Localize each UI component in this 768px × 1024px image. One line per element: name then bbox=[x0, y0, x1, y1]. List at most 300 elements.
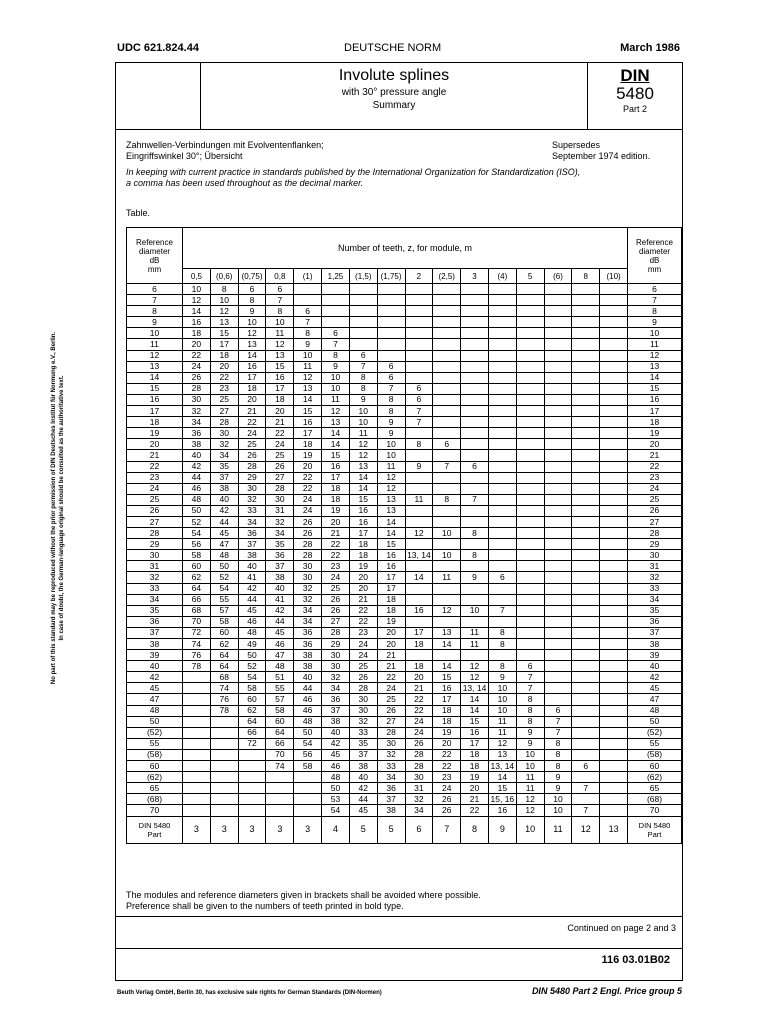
table-row bbox=[127, 705, 682, 716]
table-row bbox=[127, 306, 682, 317]
teeth-cell bbox=[544, 616, 572, 627]
teeth-cell: 35 bbox=[266, 539, 294, 550]
ref-diameter-cell: 26 bbox=[628, 505, 682, 516]
teeth-cell: 38 bbox=[266, 572, 294, 583]
teeth-cell: 24 bbox=[405, 727, 433, 738]
teeth-cell: 7 bbox=[377, 383, 405, 394]
ref-diameter-cell: 18 bbox=[628, 417, 682, 428]
teeth-cell: 14 bbox=[238, 350, 266, 361]
table-row bbox=[127, 805, 682, 816]
ref-diameter-cell: 37 bbox=[628, 627, 682, 638]
teeth-cell: 17 bbox=[322, 472, 350, 483]
teeth-cell: 19 bbox=[461, 772, 489, 783]
teeth-cell bbox=[544, 572, 572, 583]
teeth-cell: 66 bbox=[183, 594, 211, 605]
teeth-cell: 24 bbox=[349, 650, 377, 661]
teeth-cell: 62 bbox=[238, 705, 266, 716]
teeth-cell: 50 bbox=[322, 783, 350, 794]
teeth-cell bbox=[461, 372, 489, 383]
teeth-cell: 22 bbox=[183, 350, 211, 361]
teeth-cell bbox=[433, 417, 461, 428]
teeth-cell bbox=[572, 516, 600, 527]
teeth-cell: 25 bbox=[377, 694, 405, 705]
ref-diameter-cell: 39 bbox=[127, 650, 183, 661]
teeth-cell: 9 bbox=[516, 738, 544, 749]
teeth-cell: 32 bbox=[183, 406, 211, 417]
teeth-cell bbox=[238, 772, 266, 783]
teeth-cell: 48 bbox=[238, 627, 266, 638]
document-code: 116 03.01B02 bbox=[601, 954, 670, 966]
teeth-cell bbox=[405, 505, 433, 516]
teeth-cell: 54 bbox=[183, 528, 211, 539]
teeth-cell: 55 bbox=[210, 594, 238, 605]
teeth-cell bbox=[461, 439, 489, 450]
teeth-cell bbox=[183, 716, 211, 727]
teeth-cell bbox=[544, 483, 572, 494]
teeth-cell bbox=[488, 616, 516, 627]
teeth-cell bbox=[377, 339, 405, 350]
teeth-cell: 17 bbox=[349, 528, 377, 539]
teeth-cell bbox=[488, 594, 516, 605]
teeth-cell: 7 bbox=[461, 494, 489, 505]
module-header-0: 0,5 bbox=[183, 269, 211, 284]
teeth-cell: 10 bbox=[377, 439, 405, 450]
teeth-cell bbox=[572, 528, 600, 539]
teeth-cell bbox=[405, 328, 433, 339]
module-header-7: (1,75) bbox=[377, 269, 405, 284]
teeth-cell bbox=[488, 539, 516, 550]
teeth-cell: 8 bbox=[544, 738, 572, 749]
table-row bbox=[127, 561, 682, 572]
ref-diameter-cell: 25 bbox=[628, 494, 682, 505]
teeth-cell bbox=[488, 350, 516, 361]
teeth-cell bbox=[322, 295, 350, 306]
table-row bbox=[127, 461, 682, 472]
teeth-cell: 50 bbox=[294, 727, 322, 738]
teeth-cell: 10 bbox=[461, 605, 489, 616]
teeth-cell: 16 bbox=[266, 372, 294, 383]
ref-diameter-cell: 30 bbox=[127, 550, 183, 561]
teeth-cell bbox=[433, 594, 461, 605]
teeth-cell: 25 bbox=[238, 439, 266, 450]
teeth-cell bbox=[572, 727, 600, 738]
teeth-cell bbox=[461, 616, 489, 627]
udc-code: UDC 621.824.44 bbox=[117, 42, 199, 54]
publisher-note: Beuth Verlag GmbH, Berlin 30, has exclusive sale rights for German Standards (DIN-Normen) bbox=[117, 990, 382, 996]
teeth-cell: 66 bbox=[238, 727, 266, 738]
teeth-cell: 22 bbox=[238, 417, 266, 428]
table-row bbox=[127, 727, 682, 738]
table-row bbox=[127, 494, 682, 505]
teeth-cell bbox=[433, 539, 461, 550]
teeth-cell bbox=[572, 450, 600, 461]
teeth-cell: 28 bbox=[238, 461, 266, 472]
teeth-cell bbox=[210, 772, 238, 783]
teeth-cell bbox=[572, 284, 600, 295]
teeth-cell bbox=[405, 516, 433, 527]
teeth-cell: 48 bbox=[210, 550, 238, 561]
teeth-cell bbox=[516, 461, 544, 472]
teeth-cell: 10 bbox=[349, 417, 377, 428]
teeth-cell: 34 bbox=[294, 605, 322, 616]
teeth-cell: 24 bbox=[294, 494, 322, 505]
teeth-cell: 22 bbox=[349, 616, 377, 627]
ref-diameter-cell: 16 bbox=[127, 394, 183, 405]
ref-diameter-cell: 70 bbox=[628, 805, 682, 816]
teeth-cell: 13, 14 bbox=[488, 761, 516, 772]
teeth-cell: 34 bbox=[183, 417, 211, 428]
teeth-cell bbox=[516, 306, 544, 317]
table-row bbox=[127, 794, 682, 805]
ref-diameter-cell: 32 bbox=[127, 572, 183, 583]
teeth-cell: 38 bbox=[183, 439, 211, 450]
teeth-cell bbox=[461, 561, 489, 572]
teeth-cell: 11 bbox=[488, 716, 516, 727]
teeth-cell: 22 bbox=[405, 694, 433, 705]
teeth-cell: 28 bbox=[266, 483, 294, 494]
teeth-cell bbox=[488, 328, 516, 339]
teeth-cell bbox=[572, 439, 600, 450]
teeth-cell bbox=[516, 561, 544, 572]
teeth-cell bbox=[544, 561, 572, 572]
teeth-cell: 18 bbox=[266, 394, 294, 405]
table-row bbox=[127, 627, 682, 638]
teeth-cell: 27 bbox=[377, 716, 405, 727]
teeth-cell bbox=[461, 317, 489, 328]
table-row bbox=[127, 583, 682, 594]
teeth-cell bbox=[600, 605, 628, 616]
ref-diameter-cell: 35 bbox=[628, 605, 682, 616]
teeth-cell bbox=[488, 439, 516, 450]
teeth-cell: 64 bbox=[210, 661, 238, 672]
table-row bbox=[127, 361, 682, 372]
teeth-cell: 36 bbox=[377, 783, 405, 794]
teeth-cell bbox=[488, 317, 516, 328]
teeth-cell: 37 bbox=[349, 749, 377, 760]
teeth-cell bbox=[572, 428, 600, 439]
teeth-cell: 12 bbox=[516, 794, 544, 805]
ref-diameter-cell: 47 bbox=[127, 694, 183, 705]
teeth-cell bbox=[210, 716, 238, 727]
title-box bbox=[116, 63, 682, 130]
table-row bbox=[127, 394, 682, 405]
teeth-cell bbox=[600, 372, 628, 383]
teeth-cell bbox=[210, 738, 238, 749]
teeth-cell: 27 bbox=[210, 406, 238, 417]
ref-diameter-cell: 35 bbox=[127, 605, 183, 616]
teeth-cell: 38 bbox=[210, 483, 238, 494]
teeth-cell bbox=[405, 472, 433, 483]
teeth-cell: 11 bbox=[516, 772, 544, 783]
teeth-cell: 14 bbox=[322, 428, 350, 439]
teeth-cell bbox=[405, 361, 433, 372]
teeth-cell bbox=[572, 749, 600, 760]
table-row bbox=[127, 406, 682, 417]
teeth-cell bbox=[572, 539, 600, 550]
teeth-cell bbox=[572, 650, 600, 661]
ref-diameter-cell: 60 bbox=[628, 761, 682, 772]
teeth-cell: 24 bbox=[377, 683, 405, 694]
teeth-cell bbox=[405, 295, 433, 306]
teeth-cell: 20 bbox=[322, 516, 350, 527]
teeth-cell bbox=[461, 539, 489, 550]
teeth-cell: 7 bbox=[266, 295, 294, 306]
teeth-cell: 32 bbox=[238, 494, 266, 505]
teeth-cell: 21 bbox=[266, 417, 294, 428]
teeth-cell bbox=[433, 472, 461, 483]
ref-diameter-cell: 55 bbox=[628, 738, 682, 749]
teeth-cell: 30 bbox=[238, 483, 266, 494]
teeth-cell bbox=[544, 627, 572, 638]
teeth-cell: 8 bbox=[377, 394, 405, 405]
teeth-cell: 11 bbox=[461, 639, 489, 650]
teeth-cell bbox=[572, 295, 600, 306]
teeth-cell: 9 bbox=[349, 394, 377, 405]
teeth-cell: 44 bbox=[294, 683, 322, 694]
teeth-cell: 46 bbox=[183, 483, 211, 494]
teeth-cell: 44 bbox=[266, 616, 294, 627]
teeth-cell: 38 bbox=[377, 805, 405, 816]
teeth-cell: 26 bbox=[322, 594, 350, 605]
ref-diameter-cell: 24 bbox=[628, 483, 682, 494]
teeth-cell: 20 bbox=[461, 783, 489, 794]
teeth-cell bbox=[600, 350, 628, 361]
teeth-cell bbox=[600, 472, 628, 483]
teeth-cell bbox=[405, 428, 433, 439]
teeth-cell: 60 bbox=[210, 627, 238, 638]
teeth-cell: 6 bbox=[516, 661, 544, 672]
ref-diameter-cell: 27 bbox=[127, 516, 183, 527]
teeth-cell: 9 bbox=[377, 428, 405, 439]
ref-diameter-cell: 31 bbox=[127, 561, 183, 572]
teeth-cell bbox=[544, 694, 572, 705]
teeth-cell: 76 bbox=[210, 694, 238, 705]
module-header-6: (1,5) bbox=[349, 269, 377, 284]
teeth-cell: 8 bbox=[433, 494, 461, 505]
teeth-cell: 7 bbox=[572, 783, 600, 794]
table-row bbox=[127, 761, 682, 772]
teeth-cell: 40 bbox=[210, 494, 238, 505]
din-part-cell: 13 bbox=[600, 816, 628, 843]
teeth-cell: 26 bbox=[183, 372, 211, 383]
teeth-cell: 10 bbox=[377, 450, 405, 461]
teeth-cell bbox=[600, 694, 628, 705]
ref-diameter-cell: 34 bbox=[127, 594, 183, 605]
teeth-cell: 32 bbox=[266, 516, 294, 527]
teeth-cell: 21 bbox=[322, 528, 350, 539]
teeth-cell bbox=[572, 616, 600, 627]
teeth-cell bbox=[266, 794, 294, 805]
teeth-cell: 37 bbox=[238, 539, 266, 550]
din-part-cell: 3 bbox=[238, 816, 266, 843]
teeth-cell: 10 bbox=[266, 317, 294, 328]
ref-diameter-cell: 7 bbox=[127, 295, 183, 306]
teeth-cell: 56 bbox=[294, 749, 322, 760]
teeth-cell bbox=[544, 439, 572, 450]
teeth-cell bbox=[600, 561, 628, 572]
teeth-cell: 7 bbox=[405, 417, 433, 428]
teeth-cell: 7 bbox=[516, 683, 544, 694]
teeth-cell: 55 bbox=[266, 683, 294, 694]
teeth-cell bbox=[461, 406, 489, 417]
table-row bbox=[127, 616, 682, 627]
teeth-cell bbox=[516, 428, 544, 439]
teeth-cell bbox=[433, 306, 461, 317]
teeth-cell: 40 bbox=[266, 583, 294, 594]
teeth-cell: 10 bbox=[433, 528, 461, 539]
teeth-cell bbox=[183, 761, 211, 772]
teeth-cell: 10 bbox=[183, 284, 211, 295]
teeth-cell bbox=[516, 417, 544, 428]
teeth-cell: 14 bbox=[433, 639, 461, 650]
teeth-cell: 14 bbox=[377, 516, 405, 527]
norm-label: DEUTSCHE NORM bbox=[344, 42, 442, 54]
teeth-cell: 42 bbox=[266, 605, 294, 616]
ref-diameter-cell: 45 bbox=[628, 683, 682, 694]
teeth-cell: 40 bbox=[349, 772, 377, 783]
ref-diameter-cell: 45 bbox=[127, 683, 183, 694]
teeth-cell: 50 bbox=[183, 505, 211, 516]
teeth-cell bbox=[600, 539, 628, 550]
teeth-cell: 11 bbox=[266, 328, 294, 339]
teeth-cell bbox=[572, 306, 600, 317]
teeth-cell: 10 bbox=[544, 805, 572, 816]
teeth-cell: 24 bbox=[294, 505, 322, 516]
teeth-cell bbox=[461, 594, 489, 605]
teeth-cell: 30 bbox=[294, 561, 322, 572]
ref-diameter-cell: 40 bbox=[127, 661, 183, 672]
ref-diameter-cell: 10 bbox=[127, 328, 183, 339]
teeth-cell: 14 bbox=[433, 661, 461, 672]
table-row bbox=[127, 639, 682, 650]
teeth-cell bbox=[572, 550, 600, 561]
teeth-cell bbox=[516, 284, 544, 295]
teeth-cell bbox=[238, 794, 266, 805]
teeth-cell bbox=[572, 594, 600, 605]
teeth-cell: 8 bbox=[488, 639, 516, 650]
teeth-cell bbox=[488, 406, 516, 417]
teeth-cell: 7 bbox=[433, 461, 461, 472]
teeth-cell bbox=[544, 505, 572, 516]
teeth-cell bbox=[210, 749, 238, 760]
teeth-cell: 24 bbox=[238, 428, 266, 439]
teeth-cell: 12 bbox=[349, 439, 377, 450]
table-row bbox=[127, 472, 682, 483]
teeth-cell bbox=[544, 639, 572, 650]
teeth-cell: 13, 14 bbox=[405, 550, 433, 561]
teeth-cell: 72 bbox=[238, 738, 266, 749]
teeth-cell: 58 bbox=[183, 550, 211, 561]
teeth-cell bbox=[516, 605, 544, 616]
teeth-cell: 13 bbox=[210, 317, 238, 328]
teeth-cell: 42 bbox=[238, 583, 266, 594]
teeth-cell: 10 bbox=[488, 694, 516, 705]
module-header-10: 3 bbox=[461, 269, 489, 284]
teeth-cell: 23 bbox=[210, 383, 238, 394]
teeth-cell bbox=[572, 505, 600, 516]
teeth-cell: 6 bbox=[238, 284, 266, 295]
teeth-cell bbox=[405, 650, 433, 661]
table-row bbox=[127, 483, 682, 494]
teeth-cell bbox=[488, 472, 516, 483]
teeth-cell bbox=[572, 317, 600, 328]
ref-diameter-header-left: Reference diameter dB mm bbox=[127, 228, 183, 284]
teeth-cell: 14 bbox=[294, 394, 322, 405]
ref-diameter-cell: 28 bbox=[628, 528, 682, 539]
teeth-cell bbox=[516, 439, 544, 450]
teeth-cell: 28 bbox=[322, 627, 350, 638]
teeth-cell: 20 bbox=[405, 672, 433, 683]
teeth-cell: 14 bbox=[322, 439, 350, 450]
teeth-cell: 20 bbox=[294, 461, 322, 472]
document-subtitle: with 30° pressure angle bbox=[341, 87, 447, 98]
teeth-cell bbox=[183, 727, 211, 738]
teeth-cell: 6 bbox=[433, 439, 461, 450]
din-part-cell: 12 bbox=[572, 816, 600, 843]
teeth-cell: 64 bbox=[266, 727, 294, 738]
teeth-cell: 30 bbox=[349, 705, 377, 716]
teeth-cell bbox=[294, 772, 322, 783]
teeth-cell bbox=[544, 461, 572, 472]
teeth-cell: 54 bbox=[210, 583, 238, 594]
teeth-cell bbox=[349, 306, 377, 317]
teeth-cell bbox=[544, 472, 572, 483]
teeth-cell bbox=[600, 761, 628, 772]
teeth-cell bbox=[433, 450, 461, 461]
teeth-cell bbox=[516, 494, 544, 505]
teeth-cell bbox=[544, 372, 572, 383]
teeth-cell: 28 bbox=[405, 761, 433, 772]
teeth-cell: 13 bbox=[377, 505, 405, 516]
teeth-cell: 26 bbox=[266, 461, 294, 472]
teeth-cell bbox=[349, 284, 377, 295]
teeth-cell bbox=[433, 650, 461, 661]
din-part-cell: 8 bbox=[461, 816, 489, 843]
teeth-cell: 22 bbox=[210, 372, 238, 383]
teeth-cell: 49 bbox=[238, 639, 266, 650]
teeth-cell: 52 bbox=[210, 572, 238, 583]
teeth-cell: 50 bbox=[238, 650, 266, 661]
teeth-cell: 8 bbox=[488, 627, 516, 638]
teeth-cell: 38 bbox=[322, 716, 350, 727]
teeth-cell: 16 bbox=[433, 683, 461, 694]
teeth-cell: 7 bbox=[544, 727, 572, 738]
teeth-cell bbox=[238, 805, 266, 816]
teeth-cell: 23 bbox=[433, 772, 461, 783]
table-row bbox=[127, 783, 682, 794]
ref-diameter-cell: 42 bbox=[628, 672, 682, 683]
teeth-cell: 42 bbox=[210, 505, 238, 516]
teeth-cell: 8 bbox=[516, 694, 544, 705]
ref-diameter-cell: 8 bbox=[628, 306, 682, 317]
teeth-cell: 17 bbox=[461, 738, 489, 749]
teeth-cell: 21 bbox=[377, 661, 405, 672]
teeth-cell bbox=[516, 627, 544, 638]
teeth-cell bbox=[405, 561, 433, 572]
teeth-cell bbox=[433, 616, 461, 627]
din-part-cell: 3 bbox=[183, 816, 211, 843]
teeth-cell: 52 bbox=[183, 516, 211, 527]
teeth-cell: 13 bbox=[349, 461, 377, 472]
ref-diameter-cell: 6 bbox=[127, 284, 183, 295]
teeth-cell: 15 bbox=[461, 716, 489, 727]
teeth-cell: 42 bbox=[349, 783, 377, 794]
teeth-cell: 10 bbox=[322, 383, 350, 394]
teeth-cell bbox=[600, 705, 628, 716]
teeth-cell bbox=[572, 639, 600, 650]
teeth-cell: 12 bbox=[322, 406, 350, 417]
teeth-cell bbox=[294, 794, 322, 805]
